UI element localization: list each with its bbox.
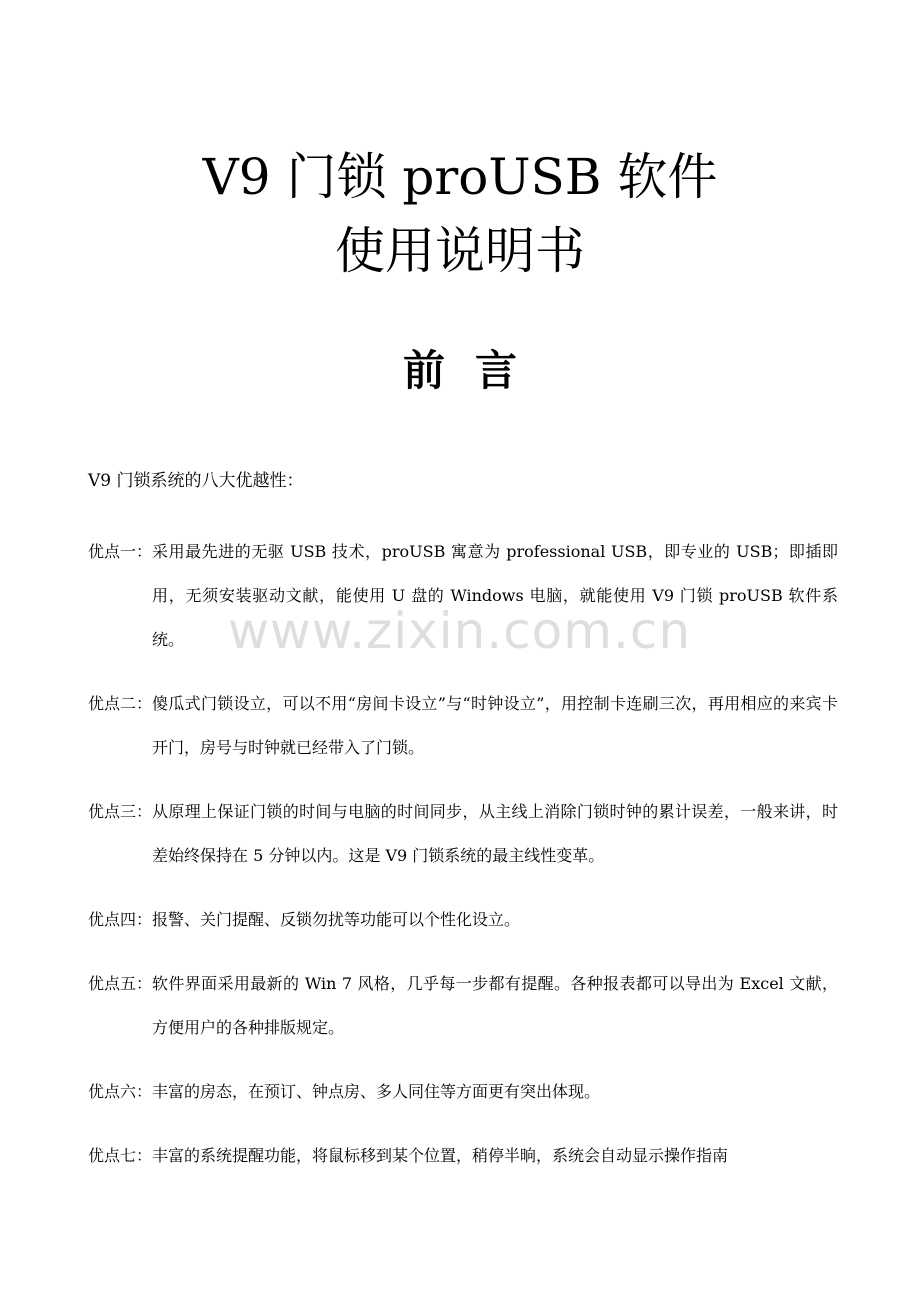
title-line-1: V9 门锁 proUSB 软件 <box>202 148 718 206</box>
item-label: 优点三： <box>88 802 153 821</box>
intro-text: V9 门锁系统的八大优越性： <box>88 471 304 491</box>
list-item <box>88 1070 838 1114</box>
item-text: 从原理上保证门锁的时间与电脑的时间同步，从主线上消除门锁时钟的累计误差，一般来讲，时差始终保持在 5 分钟以内。这是 V9 门锁系统的最主线性变革。 <box>152 802 838 865</box>
title-line-2: 使用说明书 <box>335 222 585 280</box>
item-label: 优点六： <box>88 1082 153 1101</box>
item-text: 丰富的房态，在预订、钟点房、多人同住等方面更有突出体现。 <box>152 1082 601 1101</box>
item-text: 报警、关门提醒、反锁勿扰等功能可以个性化设立。 <box>152 910 521 929</box>
preface-heading: 前言 <box>402 346 547 395</box>
item-text: 软件界面采用最新的 Win 7 风格，几乎每一步都有提醒。各种报表都可以导出为 Excel 文献，方便用户的各种排版规定。 <box>152 974 838 1037</box>
list-item <box>88 898 838 942</box>
item-text: 采用最先进的无驱 USB 技术，proUSB 寓意为 professional USB，即专业的 USB；即插即用，无须安装驱动文献，能使用 U 盘的 Windows 电脑，就能使用 V9 门锁 proUSB 软件系统。 <box>152 542 838 649</box>
list-item <box>88 682 838 770</box>
item-label: 优点二： <box>88 694 153 713</box>
item-label: 优点一： <box>88 542 153 561</box>
advantages-list <box>88 530 838 1198</box>
list-item <box>88 1134 838 1178</box>
item-label: 优点五： <box>88 974 153 993</box>
document-title <box>0 140 920 288</box>
watermark: www.zixin.com.cn <box>228 602 692 660</box>
list-item <box>88 790 838 878</box>
item-text: 傻瓜式门锁设立，可以不用“房间卡设立”与“时钟设立”，用控制卡连刷三次，再用相应的来宾卡开门，房号与时钟就已经带入了门锁。 <box>152 694 838 757</box>
item-label: 优点四： <box>88 910 153 929</box>
item-label: 优点七： <box>88 1146 153 1165</box>
list-item <box>88 962 838 1050</box>
item-text: 丰富的系统提醒功能，将鼠标移到某个位置，稍停半晌，系统会自动显示操作指南 <box>152 1146 729 1165</box>
list-item <box>88 530 838 662</box>
